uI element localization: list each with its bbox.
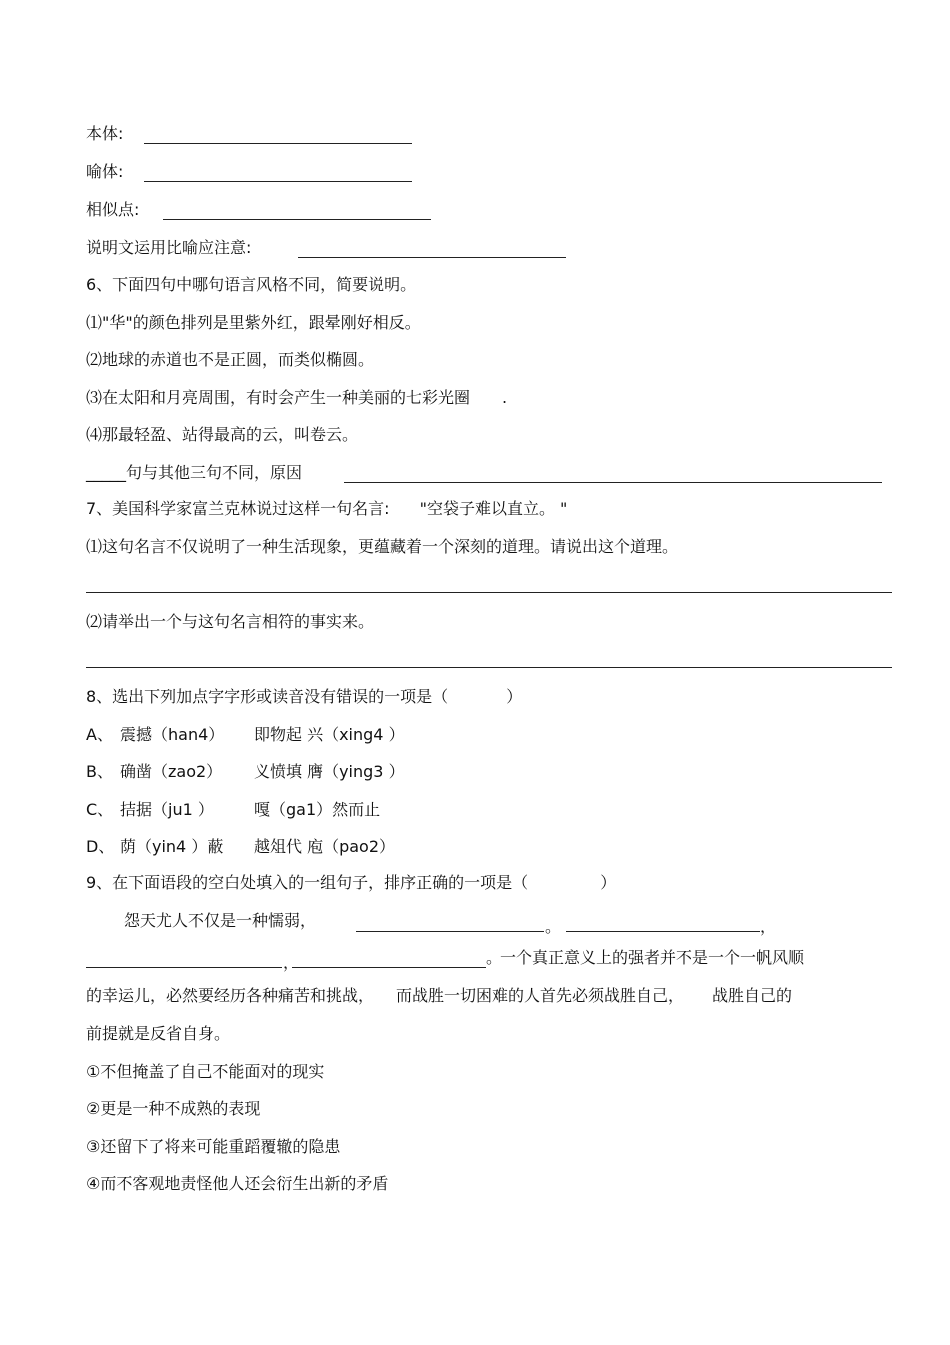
option-letter: B、 — [86, 762, 113, 781]
q9-stem — [86, 873, 616, 893]
q7-quote: "空袋子难以直立。 " — [419, 499, 568, 518]
q7-stem-text: 7、美国科学家富兰克林说过这样一句名言: — [86, 499, 390, 518]
q9-option-3: ③还留下了将来可能重蹈覆辙的隐患 — [86, 1137, 341, 1156]
option-word-2: 嘎（ga1）然而止 — [254, 800, 381, 819]
q9-option-4: ④而不客观地责怪他人还会衍生出新的矛盾 — [86, 1174, 389, 1193]
q9-punct-1: 。 — [545, 917, 562, 936]
q8-stem — [86, 687, 522, 707]
option-word-2: 即物起 兴（xing4 ） — [254, 725, 405, 744]
q8-option-d[interactable] — [86, 837, 395, 857]
option-word-1: 拮据（ju1 ） — [120, 800, 214, 819]
q6-sentence-3-text: ⑶在太阳和月亮周围，有时会产生一种美丽的七彩光圈 — [86, 388, 471, 407]
q9-stem-text: 9、在下面语段的空白处填入的一组句子，排序正确的一项是（ — [86, 873, 529, 892]
option-word-2: 义愤填 膺（ying3 ） — [254, 762, 405, 781]
option-word-2: 越俎代 庖（pao2） — [254, 837, 396, 856]
q6-sentence-3 — [86, 388, 507, 408]
tenor-blank[interactable] — [144, 143, 412, 144]
q6-answer-text: 句与其他三句不同，原因 — [126, 463, 303, 482]
q9-blank-4[interactable] — [292, 967, 486, 968]
q6-answer-blank[interactable]: _____ — [86, 463, 126, 482]
q9-punct-4: 。 — [486, 948, 503, 967]
q9-stem-close: ） — [600, 873, 617, 892]
q9-punct-3: ， — [283, 953, 300, 972]
q6-stem: 6、下面四句中哪句语言风格不同，简要说明。 — [86, 275, 417, 294]
q9-para-3b: 而战胜一切困难的人首先必须战胜自己， — [396, 986, 685, 1005]
q9-blank-2[interactable] — [566, 931, 760, 932]
q6-answer-line — [86, 463, 302, 483]
q7-part-1: ⑴这句名言不仅说明了一种生活现象，更蕴藏着一个深刻的道理。请说出这个道理。 — [86, 537, 679, 556]
tenor-label: 本体: — [86, 124, 124, 143]
q9-para-tail: 一个真正意义上的强者并不是一个一帆风顺 — [500, 948, 805, 967]
q6-sentence-4: ⑷那最轻盈、站得最高的云，叫卷云。 — [86, 425, 359, 444]
q9-punct-2: ， — [760, 917, 777, 936]
q9-para-3a: 的幸运儿，必然要经历各种痛苦和挑战， — [86, 986, 375, 1005]
option-word-1: 确凿（zao2） — [120, 762, 223, 781]
q7-part-2-answer-line[interactable] — [86, 667, 892, 668]
q9-blank-3[interactable] — [86, 967, 282, 968]
option-letter: A、 — [86, 725, 113, 744]
q6-sentence-1: ⑴"华"的颜色排列是里紫外红，跟晕刚好相反。 — [86, 313, 421, 332]
q7-part-2: ⑵请举出一个与这句名言相符的事实来。 — [86, 612, 375, 631]
q8-stem-close: ） — [506, 687, 523, 706]
q7-stem — [86, 499, 567, 519]
option-word-1: 荫（yin4 ）蔽 — [120, 837, 224, 856]
q9-blank-1[interactable] — [356, 931, 544, 932]
vehicle-blank[interactable] — [144, 181, 412, 182]
q9-option-2: ②更是一种不成熟的表现 — [86, 1099, 261, 1118]
q8-stem-text: 8、选出下列加点字字形或读音没有错误的一项是（ — [86, 687, 449, 706]
q9-para-start: 怨天尤人不仅是一种懦弱， — [124, 911, 317, 930]
option-letter: C、 — [86, 800, 114, 819]
q9-para-line-4: 前提就是反省自身。 — [86, 1024, 231, 1043]
q6-sentence-3-end: . — [502, 388, 508, 407]
similarity-blank[interactable] — [163, 219, 431, 220]
option-letter: D、 — [86, 837, 115, 856]
caution-label: 说明文运用比喻应注意: — [86, 238, 252, 257]
q8-option-a[interactable] — [86, 725, 405, 745]
option-word-1: 震撼（han4） — [120, 725, 225, 744]
similarity-label: 相似点: — [86, 200, 140, 219]
q8-option-c[interactable] — [86, 800, 380, 820]
q6-reason-blank[interactable] — [344, 482, 882, 483]
q9-para-line-3 — [86, 986, 792, 1006]
vehicle-label: 喻体: — [86, 162, 124, 181]
q6-sentence-2: ⑵地球的赤道也不是正圆，而类似椭圆。 — [86, 350, 375, 369]
caution-blank[interactable] — [298, 257, 566, 258]
q7-part-1-answer-line[interactable] — [86, 592, 892, 593]
q9-option-1: ①不但掩盖了自己不能面对的现实 — [86, 1062, 325, 1081]
q9-para-3c: 战胜自己的 — [712, 986, 793, 1005]
q8-option-b[interactable] — [86, 762, 405, 782]
